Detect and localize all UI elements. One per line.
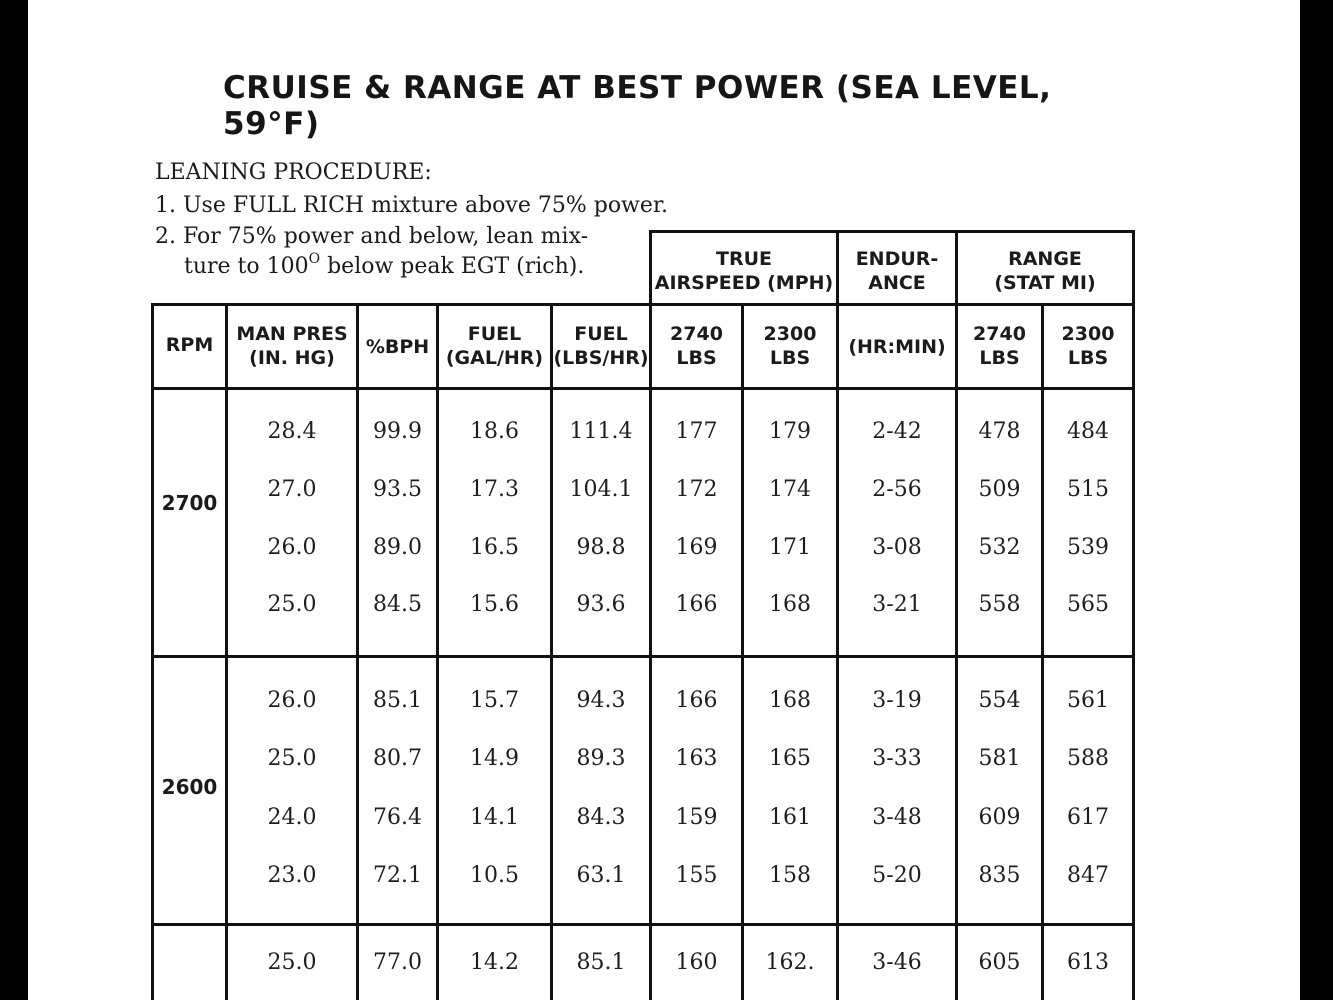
cell-range-2740: 835 [978, 863, 1021, 888]
rpm-group-2700: 2700 [161, 491, 218, 515]
cell-fuel-gal: 18.6 [470, 419, 519, 444]
cell-range-2740: 478 [978, 419, 1021, 444]
cell-tas-2300: 161 [769, 805, 811, 830]
cell-tas-2300: 162. [765, 950, 815, 975]
col-line-2 [356, 303, 359, 1000]
cell-range-2740: 605 [978, 950, 1021, 975]
col-line-0 [151, 303, 154, 1000]
cell-range-2740: 581 [978, 746, 1021, 771]
cell-range-2740: 558 [978, 592, 1021, 617]
document-page [28, 0, 1300, 1000]
cell-fuel-gal: 17.3 [470, 477, 519, 502]
cell-range-2300: 561 [1067, 688, 1109, 713]
cell-tas-2300: 179 [769, 419, 811, 444]
cell-tas-2740: 177 [675, 419, 718, 444]
header-top-border [151, 303, 1135, 306]
section-divider-1 [151, 655, 1135, 658]
cell-fuel-lbs: 104.1 [569, 477, 633, 502]
cell-endurance: 2-56 [872, 477, 922, 502]
cell-bph: 84.5 [373, 592, 422, 617]
rpm-group-2600: 2600 [161, 775, 218, 799]
leaning-heading: LEANING PROCEDURE: [155, 160, 432, 185]
col-line-6 [741, 303, 744, 1000]
cell-bph: 80.7 [373, 746, 422, 771]
cell-fuel-gal: 14.2 [470, 950, 519, 975]
cell-bph: 85.1 [373, 688, 422, 713]
cell-man-pres: 25.0 [267, 950, 317, 975]
cell-fuel-gal: 14.1 [470, 805, 519, 830]
cell-tas-2740: 159 [675, 805, 718, 830]
cell-fuel-lbs: 94.3 [576, 688, 626, 713]
cell-fuel-gal: 15.7 [470, 688, 519, 713]
section-divider-2 [151, 923, 1135, 926]
cell-fuel-lbs: 93.6 [576, 592, 626, 617]
cell-bph: 77.0 [373, 950, 422, 975]
cell-fuel-gal: 14.9 [470, 746, 519, 771]
group-header-range: RANGE (STAT MI) [994, 248, 1096, 294]
cell-range-2300: 539 [1067, 535, 1109, 560]
cell-fuel-lbs: 84.3 [576, 805, 626, 830]
cell-tas-2740: 155 [675, 863, 718, 888]
cell-range-2300: 847 [1067, 863, 1109, 888]
cell-endurance: 3-21 [872, 592, 922, 617]
cell-man-pres: 24.0 [267, 805, 317, 830]
cell-tas-2300: 165 [769, 746, 811, 771]
cell-endurance: 5-20 [872, 863, 922, 888]
col-header-man-pres: MAN PRES (IN. HG) [236, 323, 348, 369]
col-header-fuel-gal: FUEL (GAL/HR) [445, 323, 544, 369]
group-header-true-airspeed: TRUE AIRSPEED (MPH) [654, 248, 834, 294]
cell-fuel-lbs: 85.1 [576, 950, 626, 975]
superscript-zero: O [308, 251, 321, 267]
cell-man-pres: 27.0 [267, 477, 317, 502]
cell-fuel-gal: 15.6 [470, 592, 519, 617]
cell-man-pres: 28.4 [267, 419, 317, 444]
cell-bph: 93.5 [373, 477, 422, 502]
cell-man-pres: 26.0 [267, 535, 317, 560]
group-header-top-border [651, 230, 1135, 233]
cell-fuel-lbs: 63.1 [576, 863, 626, 888]
cell-man-pres: 26.0 [267, 688, 317, 713]
cell-bph: 76.4 [373, 805, 422, 830]
cell-endurance: 3-08 [872, 535, 922, 560]
col-header-rpm: RPM [165, 334, 214, 356]
col-line-9 [1041, 303, 1044, 1000]
col-header-range-2740: 2740 LBS [973, 323, 1026, 369]
cell-fuel-gal: 10.5 [470, 863, 519, 888]
cell-tas-2300: 171 [769, 535, 811, 560]
header-bottom-border [151, 387, 1135, 390]
cell-tas-2740: 163 [675, 746, 718, 771]
cell-endurance: 2-42 [872, 419, 922, 444]
col-line-1 [225, 303, 228, 1000]
cell-range-2300: 613 [1067, 950, 1109, 975]
cell-range-2300: 484 [1067, 419, 1109, 444]
leaning-step-1: 1. Use FULL RICH mixture above 75% power. [155, 193, 669, 218]
cell-range-2740: 532 [978, 535, 1021, 560]
cell-tas-2300: 168 [769, 592, 811, 617]
cell-bph: 99.9 [373, 419, 422, 444]
col-line-3 [436, 303, 439, 1000]
cell-tas-2300: 168 [769, 688, 811, 713]
cell-fuel-lbs: 89.3 [576, 746, 626, 771]
cell-man-pres: 23.0 [267, 863, 317, 888]
cell-bph: 89.0 [373, 535, 422, 560]
leaning-step-2-line-2: ture to $100^O$ below peak EGT (rich). [184, 251, 585, 279]
cell-endurance: 3-46 [872, 950, 922, 975]
cell-man-pres: 25.0 [267, 592, 317, 617]
cell-tas-2740: 169 [675, 535, 718, 560]
col-line-4 [550, 303, 553, 1000]
cell-tas-2740: 160 [675, 950, 718, 975]
group-header-endurance: ENDUR- ANCE [855, 248, 939, 294]
cell-tas-2740: 166 [675, 592, 718, 617]
col-header-fuel-lbs: FUEL (LBS/HR) [553, 323, 649, 369]
cell-endurance: 3-33 [872, 746, 922, 771]
cell-range-2300: 515 [1067, 477, 1109, 502]
cell-fuel-lbs: 111.4 [569, 419, 633, 444]
cell-range-2300: 565 [1067, 592, 1109, 617]
cell-range-2740: 554 [978, 688, 1021, 713]
cell-endurance: 3-19 [872, 688, 922, 713]
cell-tas-2740: 172 [675, 477, 718, 502]
col-header-tas-2300: 2300 LBS [763, 323, 817, 369]
col-header-tas-2740: 2740 LBS [670, 323, 723, 369]
cell-fuel-gal: 16.5 [470, 535, 519, 560]
cell-fuel-lbs: 98.8 [576, 535, 626, 560]
col-header-range-2300: 2300 LBS [1061, 323, 1115, 369]
cell-tas-2740: 166 [675, 688, 718, 713]
col-header-hr-min: (HR:MIN) [848, 336, 946, 358]
cell-tas-2300: 174 [769, 477, 811, 502]
leaning-step-2-line-1: 2. For 75% power and below, lean mix- [155, 224, 589, 249]
col-line-10 [1132, 230, 1135, 1000]
page-title: CRUISE & RANGE AT BEST POWER (SEA LEVEL, 59°F) [223, 70, 1052, 142]
col-header-bph: %BPH [365, 336, 430, 358]
cell-man-pres: 25.0 [267, 746, 317, 771]
cell-range-2300: 588 [1067, 746, 1109, 771]
cell-range-2740: 509 [978, 477, 1021, 502]
cell-range-2300: 617 [1067, 805, 1109, 830]
cell-bph: 72.1 [373, 863, 422, 888]
cell-tas-2300: 158 [769, 863, 811, 888]
cell-range-2740: 609 [978, 805, 1021, 830]
cell-endurance: 3-48 [872, 805, 922, 830]
